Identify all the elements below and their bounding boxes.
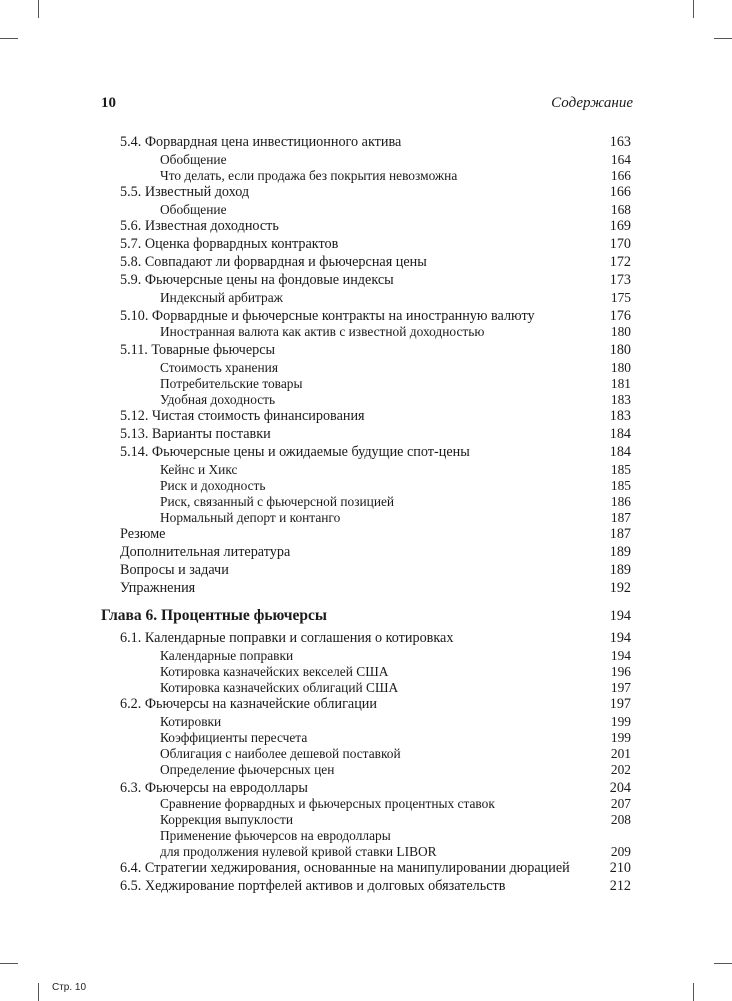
toc-entry-title: Иностранная валюта как актив с известной доходностью [160, 324, 485, 339]
toc-entry [0, 253, 732, 271]
toc-entry [0, 877, 732, 895]
toc-entry-page: 168 [610, 202, 631, 217]
toc-entry-title: Упражнения [120, 580, 196, 596]
toc-entry-page: 202 [610, 762, 631, 777]
toc-entry [0, 629, 732, 647]
toc-entry-title: Коэффициенты пересчета [160, 730, 308, 745]
toc-entry-page: 173 [609, 272, 631, 288]
toc-entry-title: 6.2. Фьючерсы на казначейские облигации [120, 696, 377, 712]
toc-entry-title: Стоимость хранения [160, 360, 278, 375]
toc-entry [0, 217, 732, 235]
toc-entry [0, 525, 732, 543]
toc-entry-page: 183 [609, 408, 631, 424]
toc-entry-title: Индексный арбитраж [160, 290, 283, 305]
toc-entry-title: 5.11. Товарные фьючерсы [120, 342, 276, 358]
toc-entry-title: Определение фьючерсных цен [160, 762, 335, 777]
toc-entry-page: 186 [610, 494, 631, 509]
toc-entry-page: 201 [610, 746, 631, 761]
toc-entry [0, 561, 732, 579]
toc-entry-page: 175 [610, 290, 631, 305]
toc-entry-title: Сравнение форвардных и фьючерсных процентных ставок [160, 796, 495, 811]
toc-entry-title: Котировки [160, 714, 222, 729]
toc-entry-title: 5.13. Варианты поставки [120, 426, 271, 442]
toc-entry-title: для продолжения нулевой кривой ставки LIBOR [160, 844, 437, 859]
toc-entry-title: Коррекция выпуклости [160, 812, 293, 827]
toc-entry [0, 579, 732, 597]
toc-entry-title: 6.4. Стратегии хеджирования, основанные на манипулировании дюрацией [120, 860, 570, 876]
toc-entry-page: 196 [610, 664, 631, 679]
toc-entry-page: 176 [609, 308, 631, 324]
toc-entry [0, 761, 732, 779]
toc-entry-title: 6.5. Хеджирование портфелей активов и долговых обязательств [120, 878, 506, 894]
toc-entry-page: 180 [610, 360, 631, 375]
toc-entry [0, 425, 732, 443]
toc-entry-page: 185 [610, 462, 631, 477]
running-header-title: Содержание [551, 95, 633, 111]
toc-entry-title: 5.8. Совпадают ли форвардная и фьючерсная цены [120, 254, 427, 270]
page-number: 10 [101, 95, 116, 111]
toc-entry-title: Кейнс и Хикс [160, 462, 238, 477]
toc-entry-title: 6.1. Календарные поправки и соглашения о котировках [120, 630, 454, 646]
toc-entry-page: 207 [610, 796, 631, 811]
toc-entry-page: 199 [610, 714, 631, 729]
toc-entry-page: 169 [609, 218, 631, 234]
crop-mark [38, 983, 39, 1001]
toc-entry-page: 163 [609, 134, 631, 150]
toc-entry [0, 695, 732, 713]
toc-entry-title: Удобная доходность [160, 392, 276, 407]
toc-entry [0, 543, 732, 561]
toc-entry [0, 341, 732, 359]
toc-entry-title: Облигация с наиболее дешевой поставкой [160, 746, 401, 761]
toc-entry-title: Обобщение [160, 202, 227, 217]
crop-mark [693, 0, 694, 18]
toc-entry-title: Риск и доходность [160, 478, 266, 493]
toc-entry-page: 189 [609, 562, 631, 578]
toc-entry-title: Котировка казначейских векселей США [160, 664, 389, 679]
toc-entry [0, 407, 732, 425]
toc-entry-page: 184 [609, 444, 631, 460]
crop-mark [38, 0, 39, 18]
toc-entry-title: Дополнительная литература [120, 544, 291, 560]
toc-entry-title: Календарные поправки [160, 648, 294, 663]
toc-entry-page: 209 [610, 844, 631, 859]
toc-entry-title: 5.10. Форвардные и фьючерсные контракты на иностранную валюту [120, 308, 535, 324]
toc-entry-title: Обобщение [160, 152, 227, 167]
toc-entry-title: 5.9. Фьючерсные цены на фондовые индексы [120, 272, 394, 288]
toc-entry [0, 859, 732, 877]
toc-entry-page: 208 [610, 812, 631, 827]
toc-entry-title: Глава 6. Процентные фьючерсы [101, 607, 328, 624]
toc-entry-page: 184 [609, 426, 631, 442]
toc-entry-page: 185 [610, 478, 631, 493]
toc-entry-page: 187 [609, 526, 631, 542]
toc-entry-title: 5.4. Форвардная цена инвестиционного актива [120, 134, 402, 150]
toc-entry [0, 323, 732, 341]
toc-entry-title: Резюме [120, 526, 166, 542]
toc-entry-title: Потребительские товары [160, 376, 303, 391]
toc-entry-title: 5.7. Оценка форвардных контрактов [120, 236, 339, 252]
toc-entry-title: 5.14. Фьючерсные цены и ожидаемые будущие спот-цены [120, 444, 470, 460]
toc-entry [0, 235, 732, 253]
toc-entry-title: Применение фьючерсов на евродоллары [160, 828, 391, 843]
toc-entry-title: 5.12. Чистая стоимость финансирования [120, 408, 365, 424]
toc-chapter-entry [0, 607, 732, 625]
toc-entry-title: Котировка казначейских облигаций США [160, 680, 399, 695]
toc-entry [0, 443, 732, 461]
toc-entry-title: Вопросы и задачи [120, 562, 229, 578]
toc-entry-page: 187 [610, 510, 631, 525]
crop-mark [714, 963, 732, 964]
toc-entry-page: 194 [609, 630, 631, 646]
toc-entry [0, 271, 732, 289]
toc-entry-page: 181 [610, 376, 631, 391]
toc-entry-page: 170 [609, 236, 631, 252]
toc-entry-title: Риск, связанный с фьючерсной позицией [160, 494, 395, 509]
toc-entry-title: 5.5. Известный доход [120, 184, 250, 200]
toc-entry-page: 197 [609, 696, 631, 712]
toc-entry-page: 164 [610, 152, 631, 167]
toc-entry-page: 210 [609, 860, 631, 876]
toc-entry-page: 192 [609, 580, 631, 596]
toc-entry-page: 180 [609, 342, 631, 358]
toc-entry-title: 6.3. Фьючерсы на евродоллары [120, 780, 308, 796]
toc-entry [0, 183, 732, 201]
crop-mark [714, 38, 732, 39]
toc-entry-page: 204 [609, 780, 631, 796]
toc-entry-page: 212 [609, 878, 631, 894]
toc-entry-page: 194 [609, 608, 631, 624]
toc-entry-page: 194 [610, 648, 631, 663]
crop-mark [0, 963, 18, 964]
toc-entry [0, 289, 732, 307]
toc-entry [0, 133, 732, 151]
toc-entry-page: 183 [610, 392, 631, 407]
toc-entry-page: 166 [610, 168, 631, 183]
toc-entry-page: 166 [609, 184, 631, 200]
footer-page-label: Стр. 10 [52, 982, 87, 993]
toc-entry-title: 5.6. Известная доходность [120, 218, 279, 234]
crop-mark [0, 38, 18, 39]
toc-entry-title: Нормальный депорт и контанго [160, 510, 341, 525]
toc-entry-title: Что делать, если продажа без покрытия невозможна [160, 168, 458, 183]
toc-entry-page: 197 [610, 680, 631, 695]
toc-entry-page: 199 [610, 730, 631, 745]
toc-entry-page: 180 [610, 324, 631, 339]
toc-entry-page: 172 [609, 254, 631, 270]
toc-entry-page: 189 [609, 544, 631, 560]
crop-mark [693, 983, 694, 1001]
